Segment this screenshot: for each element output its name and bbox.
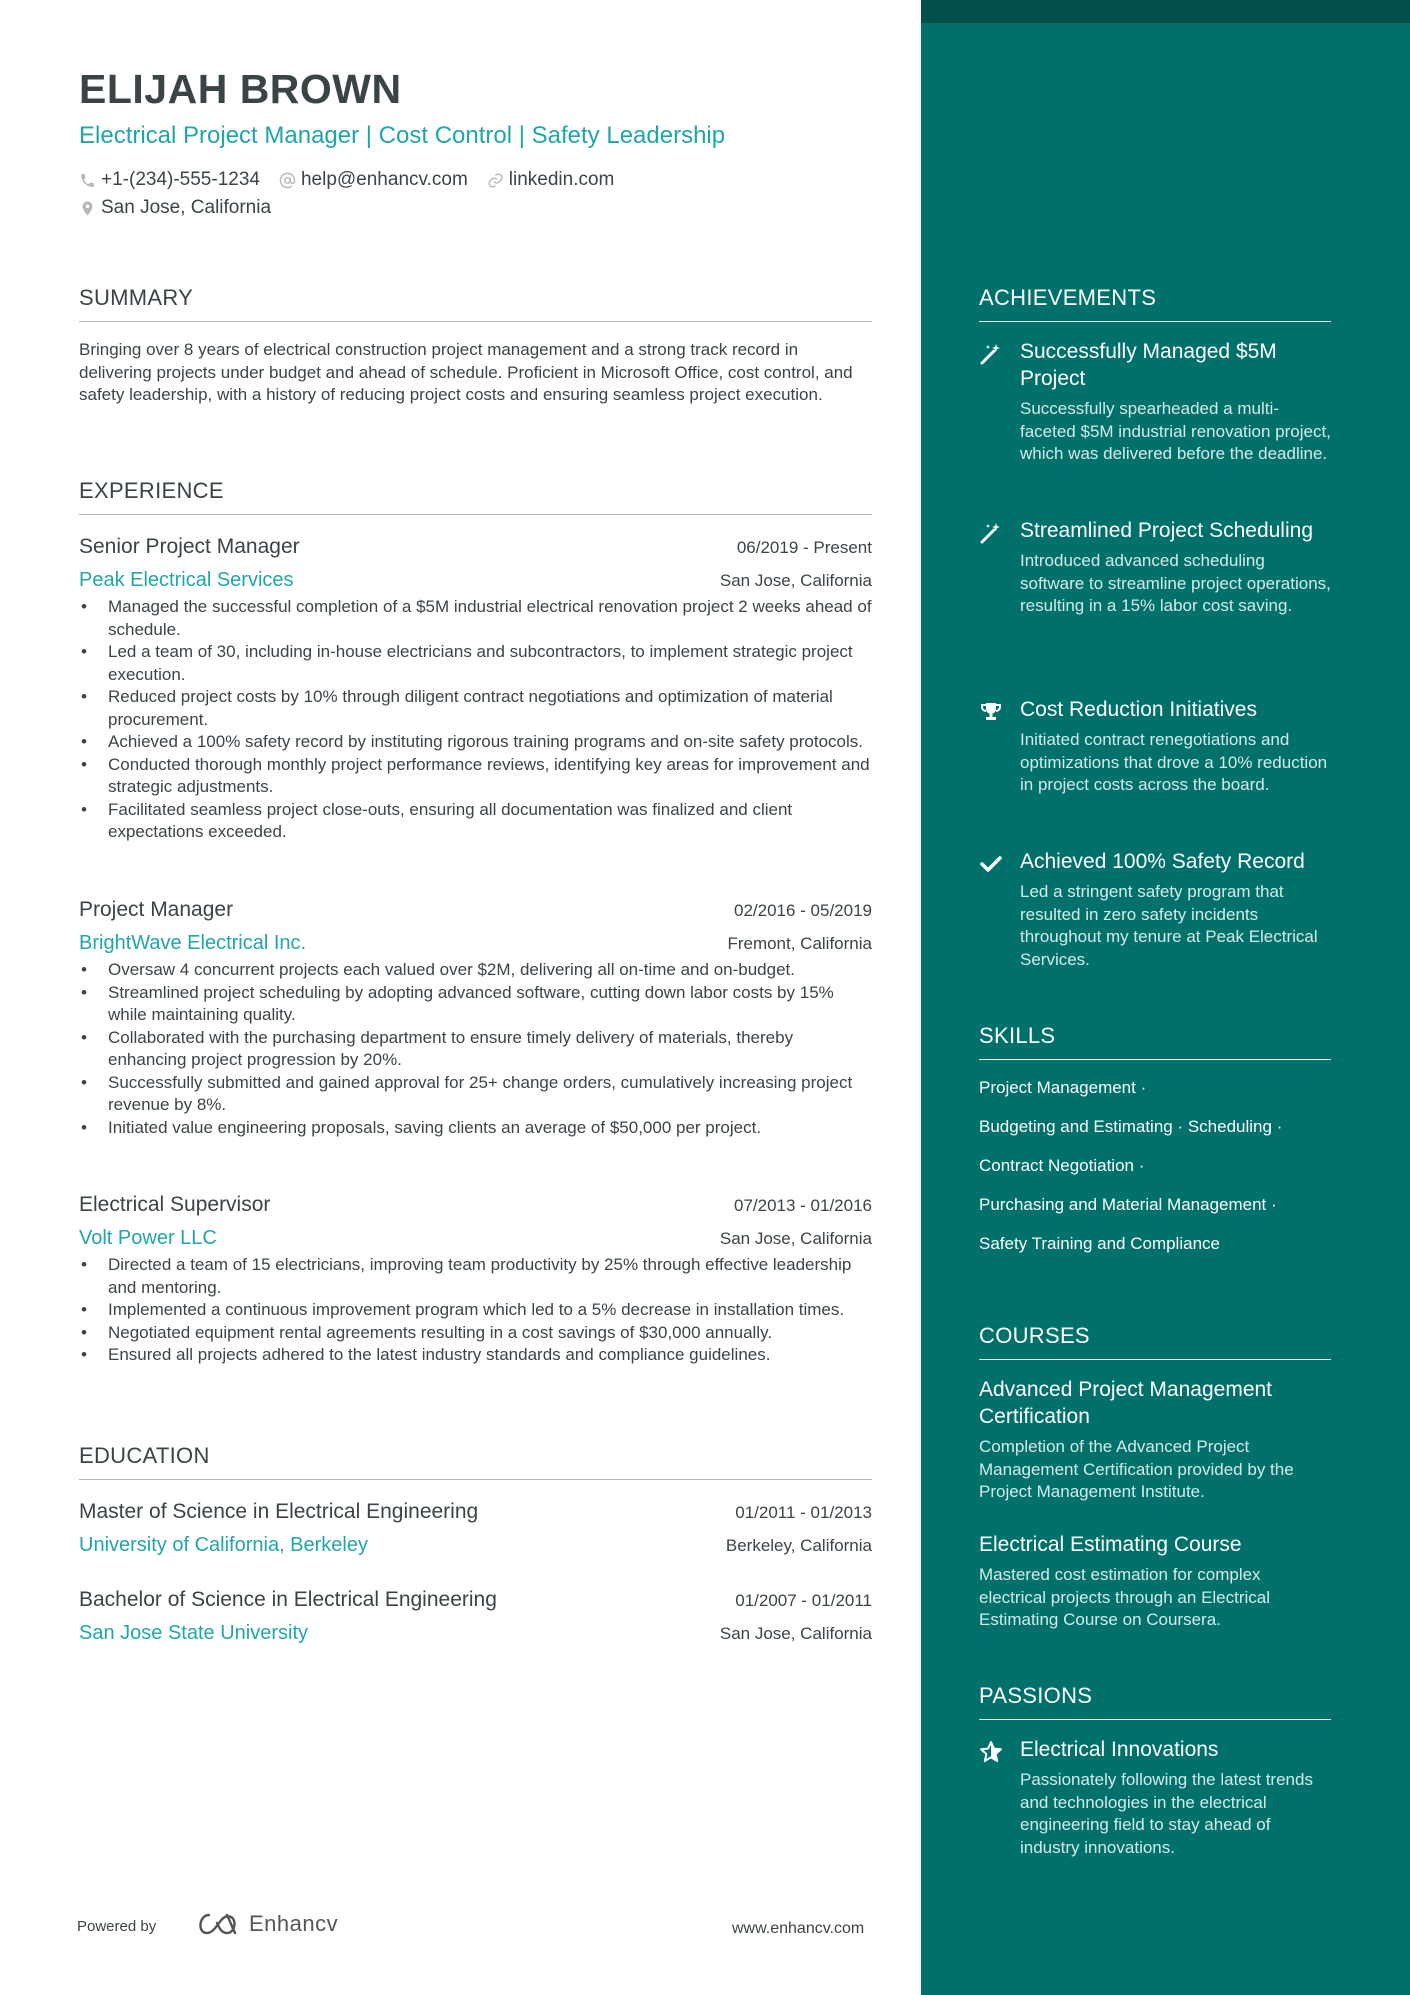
summary-text: Bringing over 8 years of electrical construction project management and a strong track record in delivering projects under budget and ahead of schedule. Proficient in Microsoft Office, cost control, and safety leadership, with a history of reducing project costs and ensuring seamless project execution. [79, 340, 853, 404]
bullet-item: • Negotiated equipment rental agreements resulting in a cost savings of $30,000 annually. [79, 1322, 872, 1345]
achievement-desc: Successfully spearheaded a multi-faceted $5M industrial renovation project, which was delivered before the deadline. [1020, 399, 1331, 463]
achievements-heading: ACHIEVEMENTS [979, 285, 1331, 322]
school-name: San Jose State University [79, 1622, 308, 1644]
job-title: Senior Project Manager [79, 535, 300, 558]
achievement-item [979, 338, 1331, 466]
course-desc: Completion of the Advanced Project Management Certification provided by the Project Management Institute. [979, 1437, 1294, 1501]
location-text: San Jose, California [101, 197, 272, 218]
bullet-item: • Implemented a continuous improvement program which led to a 5% decrease in installation times. [79, 1299, 872, 1322]
company-name: Volt Power LLC [79, 1227, 217, 1249]
passion-item [979, 1736, 1331, 1859]
job-location: San Jose, California [719, 571, 872, 590]
job-dates: 06/2019 - Present [736, 538, 872, 557]
enhancv-logo-icon [195, 1911, 241, 1937]
achievement-item [979, 517, 1331, 618]
education-entry [79, 1500, 872, 1557]
job-location: Fremont, California [727, 934, 872, 953]
education-dates: 01/2011 - 01/2013 [735, 1503, 872, 1522]
job-bullets [79, 596, 872, 844]
achievement-item [979, 848, 1331, 971]
course-item [979, 1376, 1331, 1504]
email-text: help@enhancv.com [300, 169, 468, 190]
achievement-title: Cost Reduction Initiatives [1020, 698, 1257, 721]
bullet-item: • Streamlined project scheduling by adopting advanced software, cutting down labor costs by 15% while maintaining quality. [79, 982, 872, 1027]
school-location: San Jose, California [719, 1624, 872, 1643]
skill-line: Budgeting and Estimating · Scheduling · [979, 1117, 1283, 1136]
passion-desc: Passionately following the latest trends and technologies in the electrical engineering field to stay ahead of industry innovations. [1020, 1770, 1313, 1857]
achievement-desc: Initiated contract renegotiations and optimizations that drove a 10% reduction in project costs across the board. [1020, 730, 1328, 794]
degree-title: Master of Science in Electrical Engineering [79, 1500, 479, 1523]
education-heading: EDUCATION [79, 1443, 872, 1480]
enhancv-logo[interactable] [195, 1911, 338, 1937]
achievement-title: Achieved 100% Safety Record [1020, 850, 1305, 873]
powered-by-text: Powered by [77, 1918, 157, 1935]
bullet-item: • Led a team of 30, including in-house electricians and subcontractors, to implement strategic project execution. [79, 641, 872, 686]
job-title: Electrical Supervisor [79, 1193, 271, 1216]
contact-link[interactable] [487, 169, 615, 191]
magic-wand-icon [979, 521, 1003, 545]
bullet-item: • Facilitated seamless project close-outs, ensuring all documentation was finalized and client expectations exceeded. [79, 799, 872, 844]
contact-phone[interactable] [79, 169, 260, 191]
candidate-name: ELIJAH BROWN [79, 66, 402, 112]
location-pin-icon [79, 200, 96, 217]
skill-line: Contract Negotiation · [979, 1156, 1145, 1175]
achievement-title: Streamlined Project Scheduling [1020, 519, 1313, 542]
job-entry [79, 898, 872, 1139]
bullet-item: • Ensured all projects adhered to the latest industry standards and compliance guidelines. [79, 1344, 872, 1367]
checkmark-icon [979, 852, 1003, 876]
bullet-item: • Conducted thorough monthly project performance reviews, identifying key areas for improvement and strategic adjustments. [79, 754, 872, 799]
job-bullets [79, 1254, 872, 1367]
bullet-item: • Managed the successful completion of a $5M industrial electrical renovation project 2 weeks ahead of schedule. [79, 596, 872, 641]
experience-heading: EXPERIENCE [79, 478, 872, 515]
link-icon [487, 172, 504, 189]
bullet-item: • Initiated value engineering proposals, saving clients an average of $50,000 per project. [79, 1117, 872, 1140]
courses-heading: COURSES [979, 1323, 1331, 1360]
achievement-item [979, 696, 1331, 797]
sidebar-top-band [921, 0, 1410, 23]
star-icon [979, 1740, 1003, 1764]
course-title: Electrical Estimating Course [979, 1533, 1242, 1556]
contact-info [79, 169, 633, 191]
company-name: Peak Electrical Services [79, 569, 294, 591]
achievement-title: Successfully Managed $5M Project [1020, 340, 1277, 390]
contact-location [79, 197, 290, 219]
bullet-item: • Reduced project costs by 10% through diligent contract negotiations and optimization of material procurement. [79, 686, 872, 731]
achievement-desc: Led a stringent safety program that resulted in zero safety incidents throughout my tenure at Peak Electrical Services. [1020, 882, 1318, 969]
sidebar [921, 0, 1410, 1995]
skill-line: Project Management · [979, 1078, 1147, 1097]
trophy-icon [979, 700, 1003, 724]
at-sign-icon [279, 172, 296, 189]
job-dates: 07/2013 - 01/2016 [733, 1196, 872, 1215]
summary-heading: SUMMARY [79, 285, 872, 322]
degree-title: Bachelor of Science in Electrical Engineering [79, 1588, 497, 1611]
job-location: San Jose, California [719, 1229, 872, 1248]
skills-heading: SKILLS [979, 1023, 1331, 1060]
location-item [79, 197, 271, 219]
job-dates: 02/2016 - 05/2019 [733, 901, 872, 920]
bullet-item: • Successfully submitted and gained approval for 25+ change orders, cumulatively increasing project revenue by 8%. [79, 1072, 872, 1117]
course-item [979, 1531, 1331, 1632]
school-name: University of California, Berkeley [79, 1534, 368, 1556]
education-dates: 01/2007 - 01/2011 [735, 1591, 872, 1610]
passions-heading: PASSIONS [979, 1683, 1331, 1720]
passion-title: Electrical Innovations [1020, 1738, 1219, 1761]
education-entry [79, 1588, 872, 1645]
course-title: Advanced Project Management Certification [979, 1378, 1273, 1428]
job-bullets [79, 959, 872, 1139]
company-name: BrightWave Electrical Inc. [79, 932, 307, 954]
achievement-desc: Introduced advanced scheduling software to streamline project operations, resulting in a 15% labor cost saving. [1020, 551, 1331, 615]
enhancv-wordmark: Enhancv [249, 1911, 339, 1936]
contact-email[interactable] [279, 169, 468, 191]
skill-line: Purchasing and Material Management · [979, 1195, 1277, 1214]
school-location: Berkeley, California [725, 1536, 872, 1555]
phone-text: +1-(234)-555-1234 [101, 169, 260, 190]
skill-line: Safety Training and Compliance [979, 1234, 1220, 1253]
phone-icon [79, 172, 96, 189]
website-link[interactable]: www.enhancv.com [732, 1920, 865, 1937]
headline: Electrical Project Manager | Cost Control | Safety Leadership [79, 122, 726, 149]
link-text: linkedin.com [508, 169, 615, 190]
magic-wand-icon [979, 342, 1003, 366]
job-title: Project Manager [79, 898, 234, 921]
bullet-item: • Oversaw 4 concurrent projects each valued over $2M, delivering all on-time and on-budget. [79, 959, 872, 982]
bullet-item: • Achieved a 100% safety record by instituting rigorous training programs and on-site safety protocols. [79, 731, 872, 754]
job-entry [79, 535, 872, 844]
bullet-item: • Directed a team of 15 electricians, improving team productivity by 25% through effective leadership and mentoring. [79, 1254, 872, 1299]
job-entry [79, 1193, 872, 1367]
course-desc: Mastered cost estimation for complex electrical projects through an Electrical Estimating Course on Coursera. [979, 1565, 1271, 1629]
bullet-item: • Collaborated with the purchasing department to ensure timely delivery of materials, thereby enhancing project progression by 20%. [79, 1027, 872, 1072]
